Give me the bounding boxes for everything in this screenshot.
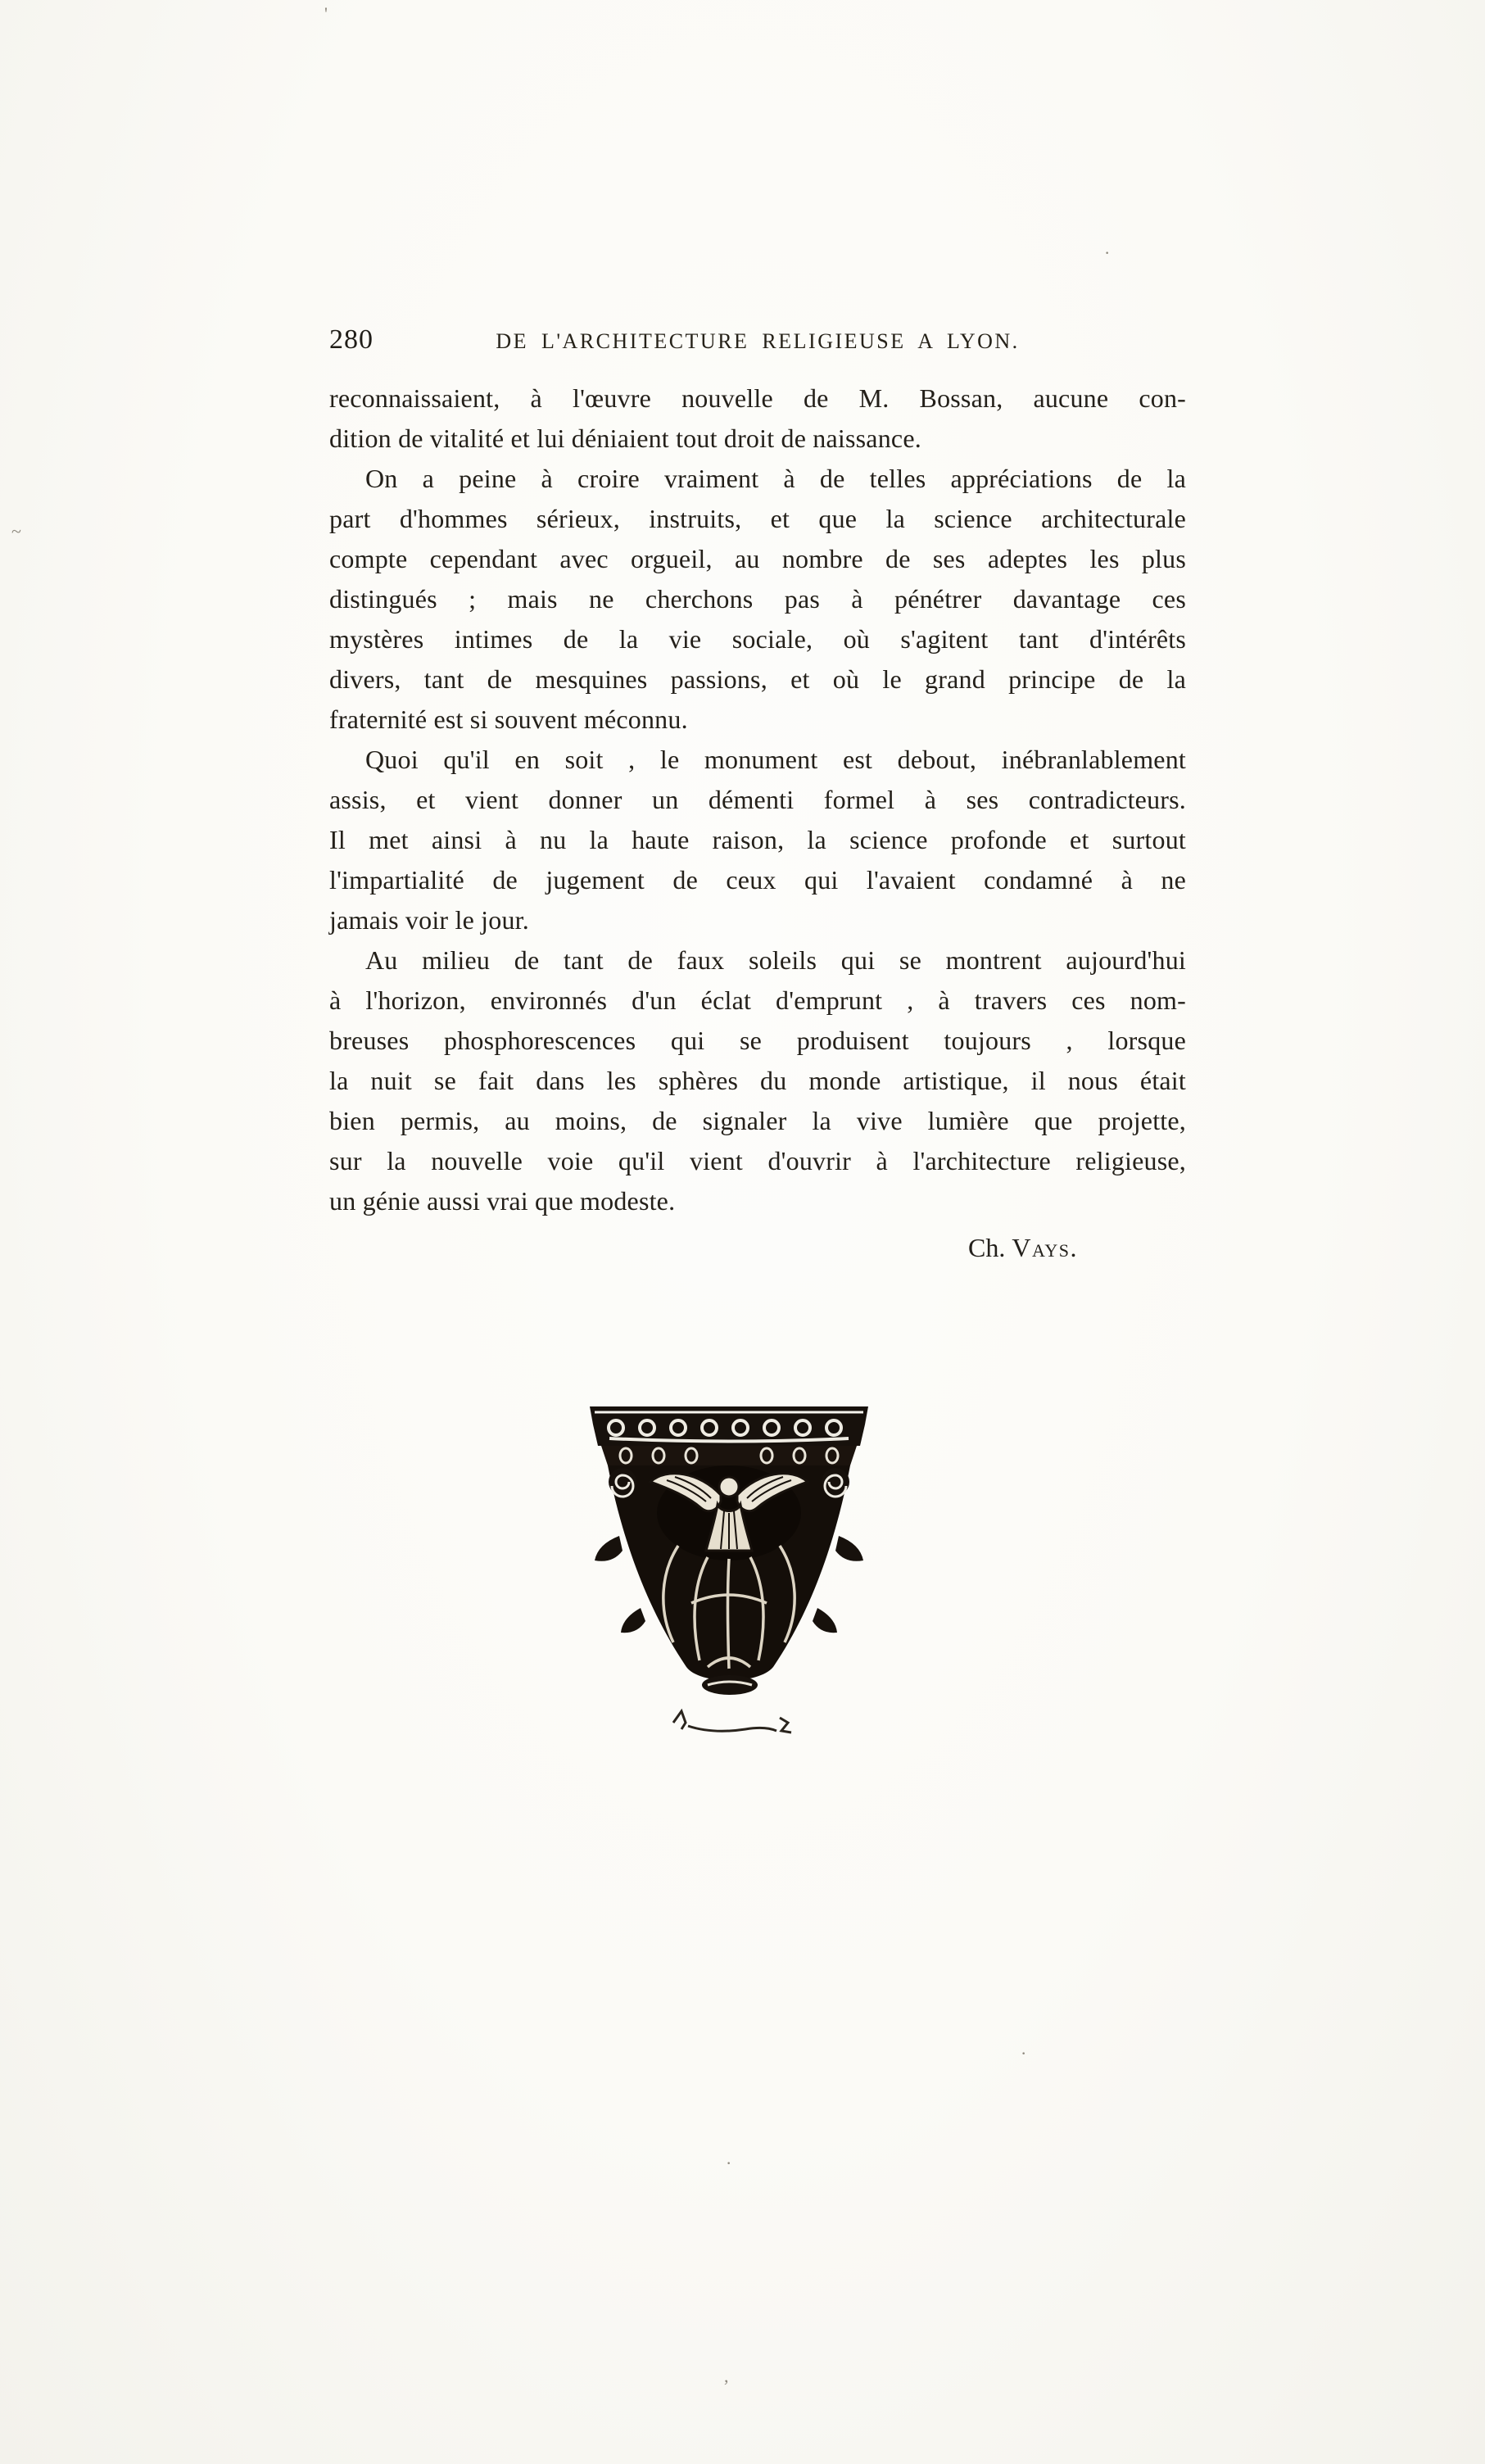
text-line: assis, et vient donner un démenti formel à ses contradicteurs. (329, 785, 1186, 814)
paragraph (329, 459, 1186, 740)
page-header (329, 324, 1186, 362)
running-title: DE L'ARCHITECTURE RELIGIEUSE A LYON. (496, 329, 1020, 353)
text-line: compte cependant avec orgueil, au nombre de ses adeptes les plus (329, 544, 1186, 573)
text-line: distingués ; mais ne cherchons pas à pénétrer davantage ces (329, 584, 1186, 614)
text-line: part d'hommes sérieux, instruits, et que la science architecturale (329, 504, 1186, 533)
text-line: l'impartialité de jugement de ceux qui l'avaient condamné à ne (329, 865, 1186, 895)
text-line: breuses phosphorescences qui se produisent toujours , lorsque (329, 1026, 1186, 1055)
capital-engraving (577, 1397, 881, 1753)
text-line: sur la nouvelle voie qu'il vient d'ouvrir à l'architecture religieuse, (329, 1146, 1186, 1175)
scan-speck: ' (324, 3, 328, 24)
paragraph (329, 940, 1186, 1221)
capital-engraving-svg (577, 1397, 881, 1749)
author-signature (329, 1226, 1186, 1269)
text-line: dition de vitalité et lui déniaient tout droit de naissance. (329, 424, 921, 453)
text-block (329, 324, 1186, 1753)
text-line: Quoi qu'il en soit , le monument est debout, inébranlablement (365, 745, 1186, 774)
scan-speck: · (1104, 242, 1111, 263)
signature-prefix: Ch. (968, 1233, 1012, 1262)
text-line: reconnaissaient, à l'œuvre nouvelle de M. Bossan, aucune con- (329, 383, 1186, 413)
scan-speck: ~ (11, 521, 21, 541)
paragraphs (329, 378, 1186, 1221)
signature-name: Vays. (1012, 1233, 1078, 1262)
text-line: fraternité est si souvent méconnu. (329, 704, 688, 734)
text-line: la nuit se fait dans les sphères du monde artistique, il nous était (329, 1066, 1186, 1095)
text-line: un génie aussi vrai que modeste. (329, 1186, 676, 1216)
paragraph (329, 378, 1186, 459)
page-number: 280 (329, 324, 374, 355)
scan-speck: · (726, 2153, 732, 2173)
scan-speck: · (1021, 2043, 1027, 2063)
text-line: bien permis, au moins, de signaler la vive lumière que projette, (329, 1106, 1186, 1135)
text-line: On a peine à croire vraiment à de telles appréciations de la (365, 464, 1186, 493)
scan-speck: , (724, 2366, 729, 2386)
text-line: Au milieu de tant de faux soleils qui se montrent aujourd'hui (365, 945, 1186, 975)
text-line: divers, tant de mesquines passions, et où le grand principe de la (329, 664, 1186, 694)
text-line: Il met ainsi à nu la haute raison, la science profonde et surtout (329, 825, 1186, 854)
paragraph (329, 740, 1186, 940)
text-line: mystères intimes de la vie sociale, où s'agitent tant d'intérêts (329, 624, 1186, 654)
text-line: à l'horizon, environnés d'un éclat d'emprunt , à travers ces nom- (329, 985, 1186, 1015)
text-line: jamais voir le jour. (329, 905, 529, 935)
